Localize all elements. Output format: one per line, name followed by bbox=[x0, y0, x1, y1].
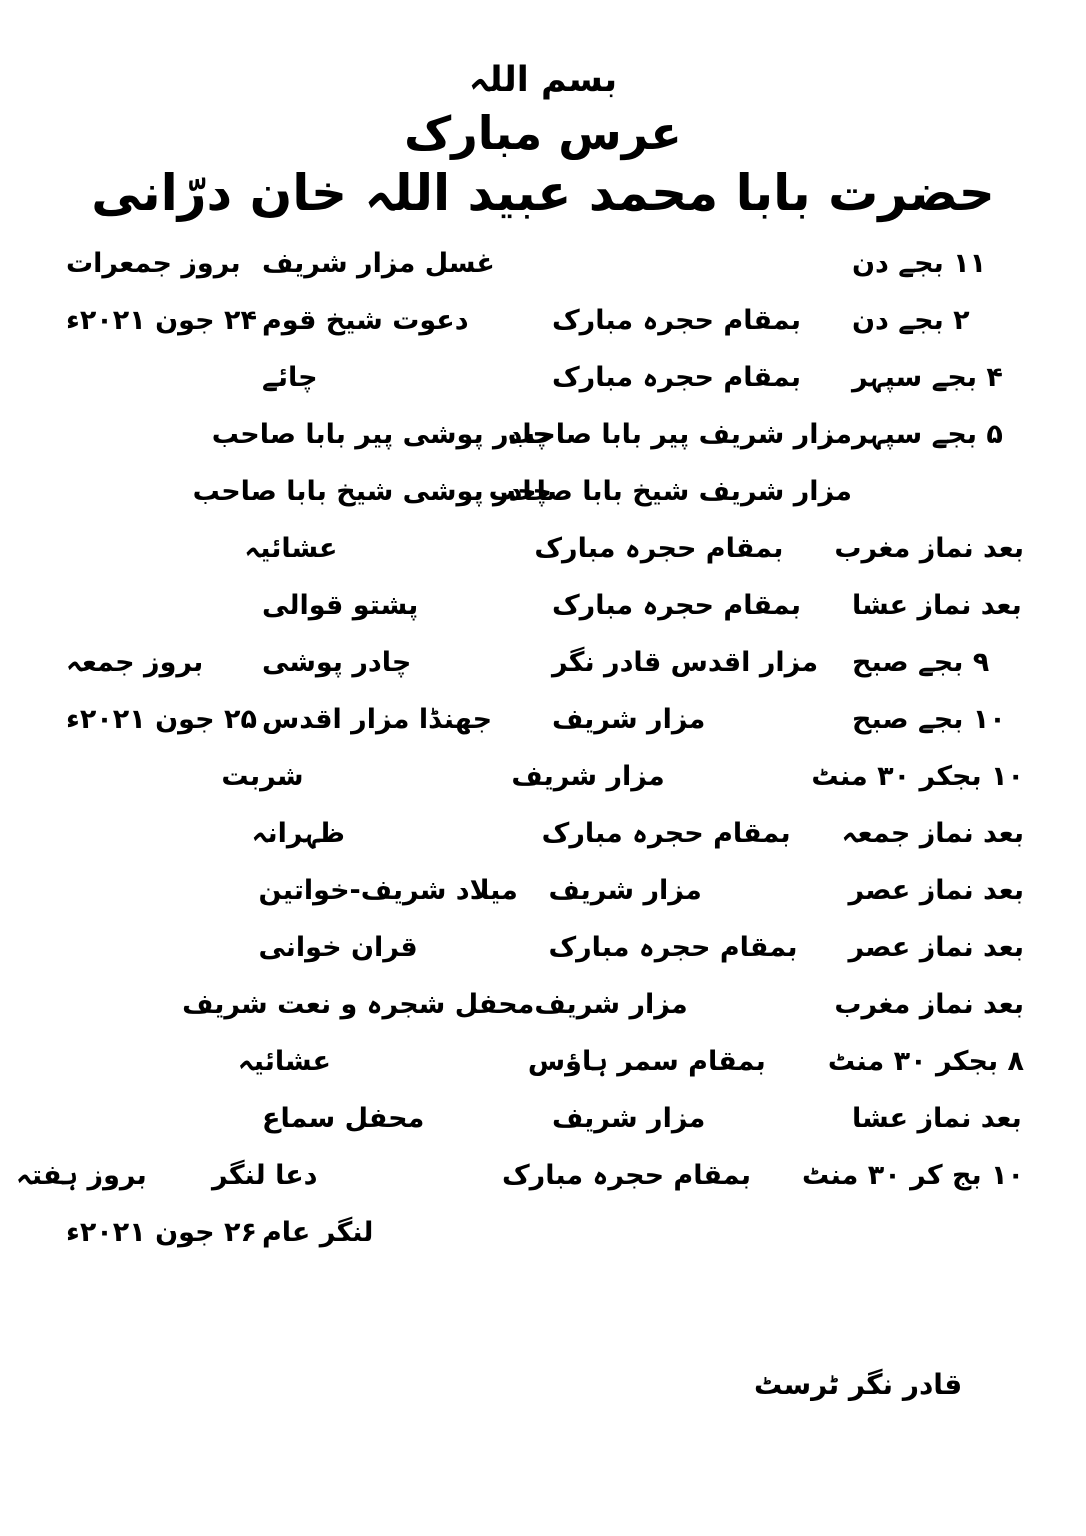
row-venue: مزار شریف bbox=[552, 704, 706, 735]
bismillah-text: بسم اللہ bbox=[468, 60, 618, 100]
row-venue: بمقام حجرہ مبارک bbox=[552, 590, 801, 621]
row-day: بروز ہفتہ bbox=[16, 1160, 147, 1191]
row-venue: مزار شریف bbox=[552, 1103, 706, 1134]
row-venue: بمقام سمر ہاؤس bbox=[527, 1046, 766, 1077]
row-venue: بمقام حجرہ مبارک bbox=[541, 818, 791, 849]
row-venue: بمقام حجرہ مبارک bbox=[552, 362, 801, 393]
row-day: بروز جمعہ bbox=[66, 647, 204, 678]
row-event: پشتو قوالی bbox=[262, 590, 419, 621]
row-event: قران خوانی bbox=[258, 932, 418, 963]
row-time: ۱۱ بجے دن bbox=[852, 248, 987, 279]
row-time: بعد نماز مغرب bbox=[834, 533, 1024, 564]
row-venue: مزار شریف شیخ بابا صاحب bbox=[488, 476, 852, 507]
row-venue: مزار شریف پیر بابا صاحب bbox=[507, 419, 852, 450]
row-time: ۵ بجے سپہر bbox=[852, 419, 1003, 450]
row-event: چادر پوشی شیخ بابا صاحب bbox=[192, 476, 552, 507]
row-event: چادر پوشی پیر بابا صاحب bbox=[211, 419, 552, 450]
row-time: بعد نماز مغرب bbox=[834, 989, 1024, 1020]
row-date: ۲۶ جون ۲۰۲۱ء bbox=[66, 1217, 257, 1248]
page-title: عرس مبارک bbox=[404, 105, 682, 160]
row-event: عشائیہ bbox=[237, 1046, 331, 1077]
row-event: عشائیہ bbox=[244, 533, 338, 564]
table-row bbox=[62, 533, 1024, 590]
table-row bbox=[62, 590, 1024, 647]
row-event: لنگر عام bbox=[262, 1217, 374, 1248]
day-section-saturday bbox=[16, 1160, 1024, 1274]
table-row bbox=[62, 248, 1024, 305]
table-row bbox=[62, 932, 1024, 989]
table-row bbox=[16, 1160, 1024, 1217]
row-event: دعا لنگر bbox=[212, 1160, 318, 1191]
table-row bbox=[62, 704, 1024, 761]
row-time: ۸ بجکر ۳۰ منٹ bbox=[827, 1046, 1024, 1077]
row-event: محفل سماع bbox=[262, 1103, 425, 1134]
row-event: دعوت شیخ قوم bbox=[262, 305, 469, 336]
row-date: ۲۵ جون ۲۰۲۱ء bbox=[66, 704, 257, 735]
row-time: بعد نماز جمعہ bbox=[841, 818, 1024, 849]
table-row bbox=[62, 989, 1024, 1046]
row-venue: مزار شریف bbox=[534, 989, 688, 1020]
saint-name: حضرت بابا محمد عبید اللہ خان درّانی bbox=[91, 163, 995, 222]
day-section-friday bbox=[62, 647, 1024, 1160]
table-row bbox=[62, 761, 1024, 818]
row-event: چادر پوشی bbox=[262, 647, 412, 678]
row-event: چائے bbox=[262, 362, 318, 393]
row-time: بعد نماز عصر bbox=[848, 875, 1024, 906]
row-venue: بمقام حجرہ مبارک bbox=[502, 1160, 752, 1191]
row-event: ظہرانہ bbox=[251, 818, 345, 849]
row-venue: مزار اقدس قادر نگر bbox=[552, 647, 819, 678]
table-row bbox=[62, 1103, 1024, 1160]
row-event: محفل شجرہ و نعت شریف bbox=[182, 989, 535, 1020]
row-time: ۲ بجے دن bbox=[852, 305, 970, 336]
row-time: ۹ بجے صبح bbox=[852, 647, 990, 678]
row-event: غسل مزار شریف bbox=[262, 248, 495, 279]
row-venue: بمقام حجرہ مبارک bbox=[552, 305, 801, 336]
table-row bbox=[62, 647, 1024, 704]
row-time: ۱۰ بج کر ۳۰ منٹ bbox=[802, 1160, 1024, 1191]
table-row bbox=[62, 875, 1024, 932]
row-venue: بمقام حجرہ مبارک bbox=[548, 932, 798, 963]
row-time: بعد نماز عصر bbox=[848, 932, 1024, 963]
row-time: بعد نماز عشا bbox=[852, 590, 1022, 621]
day-section-thursday bbox=[62, 248, 1024, 647]
poster-header bbox=[0, 58, 1086, 223]
trust-name: قادر نگر ٹرسٹ bbox=[754, 1368, 963, 1401]
row-time: ۴ بجے سپہر bbox=[852, 362, 1003, 393]
table-row bbox=[62, 1217, 1024, 1274]
row-time: ۱۰ بجے صبح bbox=[852, 704, 1006, 735]
row-venue: مزار شریف bbox=[548, 875, 702, 906]
row-event: جھنڈا مزار اقدس bbox=[262, 704, 493, 735]
poster-footer bbox=[0, 1368, 1086, 1401]
table-row bbox=[62, 305, 1024, 362]
row-venue: مزار شریف bbox=[511, 761, 665, 792]
row-venue: بمقام حجرہ مبارک bbox=[534, 533, 784, 564]
table-row bbox=[62, 419, 1024, 476]
table-row bbox=[62, 476, 1024, 533]
schedule-table bbox=[0, 248, 1086, 1274]
table-row bbox=[62, 362, 1024, 419]
row-time: ۱۰ بجکر ۳۰ منٹ bbox=[811, 761, 1024, 792]
row-day: بروز جمعرات bbox=[66, 248, 241, 279]
row-event: شربت bbox=[221, 761, 304, 792]
table-row bbox=[62, 818, 1024, 875]
table-row bbox=[62, 1046, 1024, 1103]
row-time: بعد نماز عشا bbox=[852, 1103, 1022, 1134]
row-date: ۲۴ جون ۲۰۲۱ء bbox=[66, 305, 257, 336]
row-event: میلاد شریف-خواتین bbox=[258, 875, 518, 906]
